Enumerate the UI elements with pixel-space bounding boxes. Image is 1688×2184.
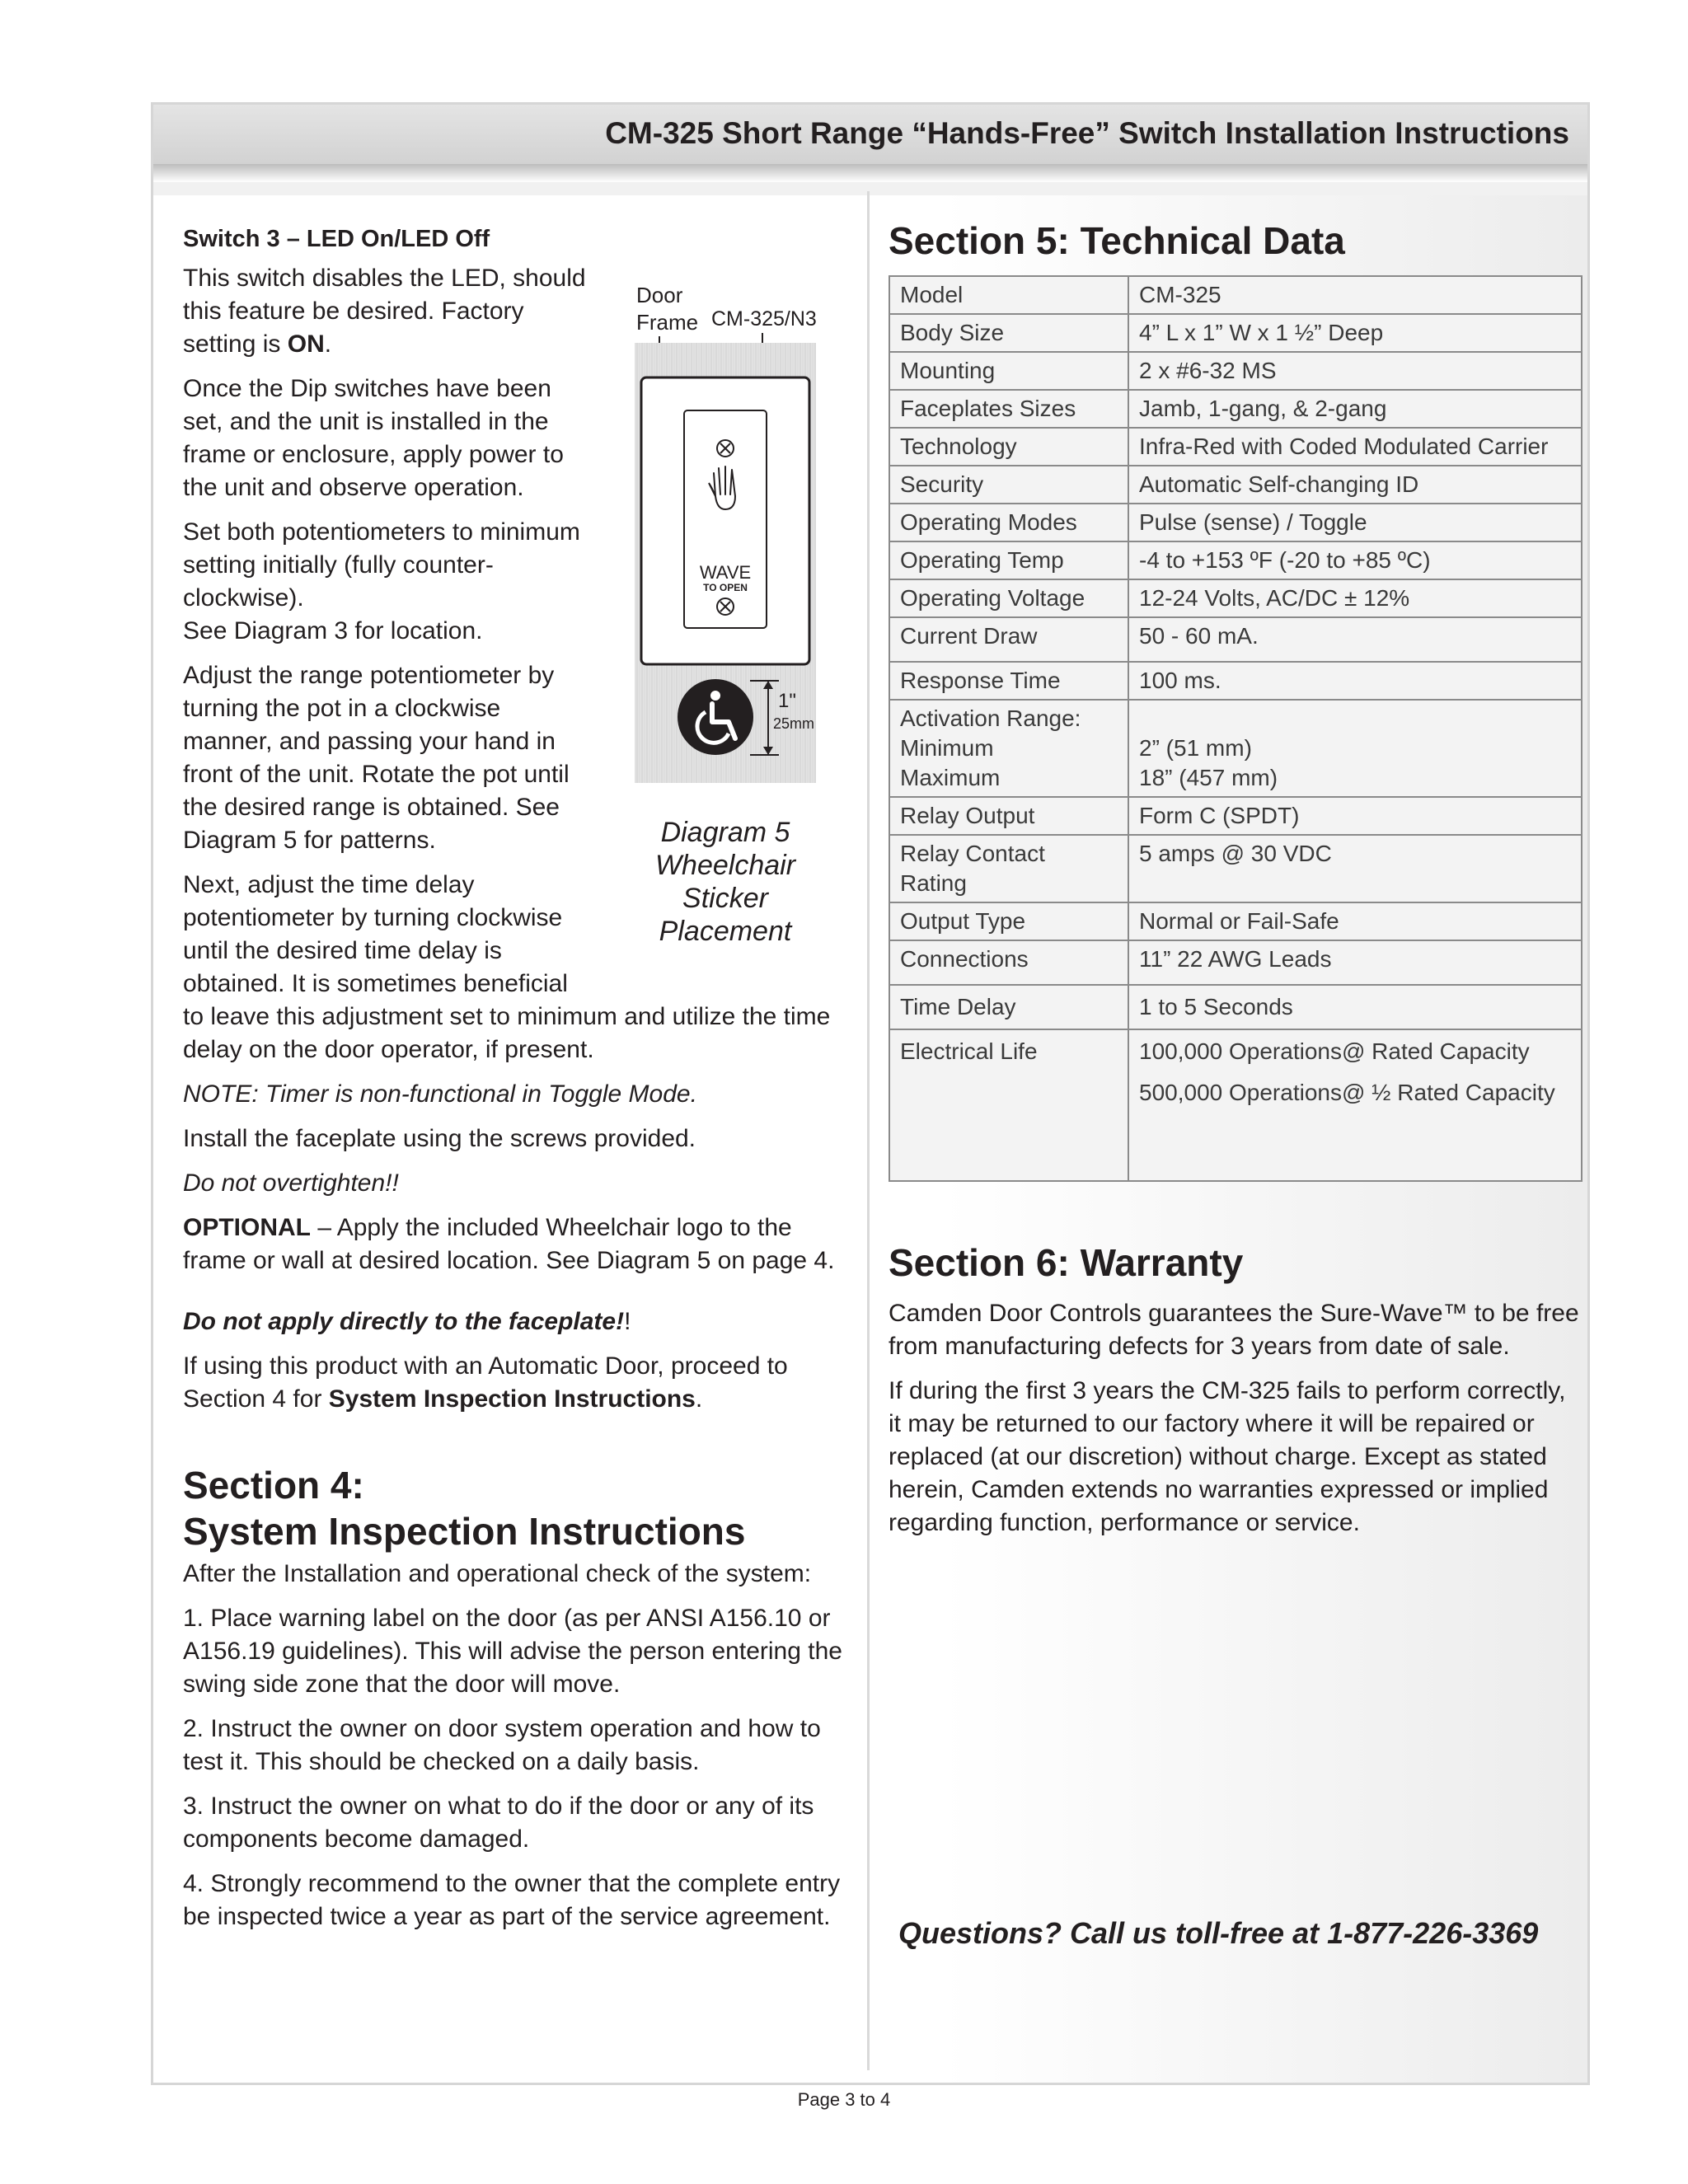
automatic-door-paragraph	[183, 1350, 859, 1416]
table-key: Operating Voltage	[889, 579, 1128, 617]
section4-item: 3. Instruct the owner on what to do if the door or any of its components become damaged.	[183, 1793, 814, 1853]
table-value: 11” 22 AWG Leads	[1128, 940, 1582, 985]
diagram-caption	[626, 816, 824, 948]
table-key: Connections	[889, 940, 1128, 985]
door-label-1: Door	[636, 283, 683, 307]
system-inspection-ref: System Inspection Instructions	[328, 1385, 696, 1413]
section4-intro: After the Installation and operational check of the system:	[183, 1560, 812, 1587]
table-key: Mounting	[889, 352, 1128, 390]
warranty-paragraph-1: Camden Door Controls guarantees the Sure-Wave™ to be free from manufacturing defects for 3 years from date of sale.	[889, 1300, 1579, 1360]
sensor-window	[684, 410, 767, 628]
table-key: Electrical Life	[889, 1029, 1128, 1181]
header-shadow	[153, 164, 1587, 182]
table-key: Operating Temp	[889, 541, 1128, 579]
dip-paragraph: Once the Dip switches have been set, and the unit is installed in the frame or enclosure, apply power to the unit and observe operation.	[183, 375, 564, 501]
table-row	[889, 985, 1582, 1029]
section4-item: 1. Place warning label on the door (as per ANSI A156.10 or A156.19 guidelines). This will advise the person entering the swing side zone that the door will move.	[183, 1605, 842, 1698]
table-row	[889, 835, 1582, 902]
table-value	[1128, 700, 1582, 797]
table-value: Form C (SPDT)	[1128, 797, 1582, 835]
section6-title: Section 6: Warranty	[889, 1241, 1244, 1284]
automatic-door-text: If using this product with an Automatic Door, proceed to Section 4 for	[183, 1352, 788, 1413]
diagram3-ref: See Diagram 3 for location.	[183, 617, 483, 644]
optional-text: – Apply the included Wheelchair logo to the frame or wall at desired location. See Diagram 5 on page 4.	[183, 1214, 835, 1274]
table-row-activation	[889, 700, 1582, 797]
no-apply-warning	[183, 1305, 859, 1338]
table-value: Jamb, 1-gang, & 2-gang	[1128, 390, 1582, 428]
table-key: Security	[889, 466, 1128, 504]
table-key: Response Time	[889, 662, 1128, 700]
activation-max-value: 18” (457 mm)	[1139, 765, 1278, 790]
table-key: Body Size	[889, 314, 1128, 352]
table-value: Infra-Red with Coded Modulated Carrier	[1128, 428, 1582, 466]
dimension-inch: 1"	[778, 690, 796, 712]
table-row	[889, 940, 1582, 985]
install-faceplate: Install the faceplate using the screws provided.	[183, 1125, 696, 1152]
table-value: 2 x #6-32 MS	[1128, 352, 1582, 390]
header-bar	[153, 105, 1587, 164]
switch3-heading: Switch 3 – LED On/LED Off	[183, 226, 490, 252]
table-row	[889, 579, 1582, 617]
table-value: Normal or Fail-Safe	[1128, 902, 1582, 940]
table-key: Technology	[889, 428, 1128, 466]
table-value: CM-325	[1128, 276, 1582, 314]
table-key	[889, 700, 1128, 797]
table-value: 100 ms.	[1128, 662, 1582, 700]
no-apply-end: !	[624, 1308, 631, 1335]
wheelchair-placement-illustration	[626, 280, 824, 791]
optional-label: OPTIONAL	[183, 1214, 311, 1241]
table-value: 50 - 60 mA.	[1128, 617, 1582, 662]
section4-title-line1: Section 4:	[183, 1464, 364, 1507]
table-row	[889, 352, 1582, 390]
table-value: Automatic Self-changing ID	[1128, 466, 1582, 504]
table-value: 12-24 Volts, AC/DC ± 12%	[1128, 579, 1582, 617]
section4-title	[183, 1462, 859, 1554]
caption-line: Wheelchair	[654, 850, 796, 881]
table-key: Operating Modes	[889, 504, 1128, 541]
warranty-paragraph-2: If during the first 3 years the CM-325 fails to perform correctly, it may be returned to our factory where it will be repaired or replaced (at our discretion) without charge. Except as stated herein, Camden extends no warranties expressed or implied regarding function, performance or service.	[889, 1377, 1566, 1536]
door-label-2: Frame	[636, 310, 699, 335]
table-value: 1 to 5 Seconds	[1128, 985, 1582, 1029]
factory-setting: ON	[287, 330, 325, 358]
activation-label: Activation Range:	[900, 705, 1081, 731]
wheelchair-icon	[678, 679, 753, 755]
page-number: Page 3 to 4	[797, 2089, 891, 2110]
section4-item: 2. Instruct the owner on door system operation and how to test it. This should be checked on a daily basis.	[183, 1715, 821, 1775]
activation-min-value: 2” (51 mm)	[1139, 735, 1252, 761]
document-title: CM-325 Short Range “Hands-Free” Switch Installation Instructions	[605, 116, 1569, 150]
automatic-door-end: .	[695, 1385, 703, 1413]
table-key: Faceplates Sizes	[889, 390, 1128, 428]
electrical-life-1: 100,000 Operations@ Rated Capacity	[1139, 1038, 1530, 1064]
table-row	[889, 390, 1582, 428]
column-divider	[867, 191, 870, 2070]
table-value: -4 to +153 ºF (-20 to +85 ºC)	[1128, 541, 1582, 579]
table-row	[889, 541, 1582, 579]
table-row	[889, 428, 1582, 466]
time-delay-paragraph-cont: to leave this adjustment set to minimum and utilize the time delay on the door operator, if present.	[183, 1003, 831, 1063]
overtighten-warning: Do not overtighten!!	[183, 1169, 399, 1197]
dimension-mm: 25mm	[773, 715, 815, 732]
electrical-life-2: 500,000 Operations@ ½ Rated Capacity	[1139, 1080, 1555, 1105]
table-row	[889, 902, 1582, 940]
table-value: 4” L x 1” W x 1 ½” Deep	[1128, 314, 1582, 352]
potentiometer-paragraph: Set both potentiometers to minimum setting initially (fully counter-clockwise).	[183, 518, 580, 612]
activation-min-label: Minimum	[900, 735, 994, 761]
range-paragraph: Adjust the range potentiometer by turning the pot in a clockwise manner, and passing your hand in front of the unit. Rotate the pot until the desired range is obtained. See Diagram 5 for patterns.	[183, 662, 570, 854]
switch3-paragraph	[183, 262, 587, 361]
wave-text: WAVE	[699, 562, 752, 583]
technical-data-table	[889, 275, 1582, 1182]
table-key: Time Delay	[889, 985, 1128, 1029]
table-row-electrical	[889, 1029, 1582, 1181]
table-value	[1128, 1029, 1582, 1181]
table-key: Output Type	[889, 902, 1128, 940]
caption-line: Diagram 5	[660, 817, 790, 848]
table-row	[889, 314, 1582, 352]
section4-title-line2: System Inspection Instructions	[183, 1510, 746, 1553]
table-value: 5 amps @ 30 VDC	[1128, 835, 1582, 902]
diagram-5	[626, 280, 824, 956]
time-delay-paragraph: Next, adjust the time delay potentiometer by turning clockwise until the desired time delay is obtained. It is sometimes beneficial	[183, 871, 568, 997]
caption-line: Placement	[659, 916, 792, 947]
table-key: Relay Output	[889, 797, 1128, 835]
table-row	[889, 276, 1582, 314]
table-row	[889, 466, 1582, 504]
section5-title: Section 5: Technical Data	[889, 219, 1345, 262]
caption-line: Sticker	[682, 883, 768, 914]
section4-item: 4. Strongly recommend to the owner that the complete entry be inspected twice a year as part of the service agreement.	[183, 1870, 841, 1930]
optional-paragraph	[183, 1212, 859, 1277]
model-label: CM-325/N3	[711, 307, 817, 330]
table-key: Relay Contact Rating	[889, 835, 1128, 902]
table-row	[889, 662, 1582, 700]
activation-max-label: Maximum	[900, 765, 1001, 790]
to-open-text: TO OPEN	[703, 582, 748, 593]
table-row	[889, 797, 1582, 835]
switch3-text: This switch disables the LED, should this feature be desired. Factory setting is	[183, 265, 586, 358]
toll-free-question: Questions? Call us toll-free at 1-877-226-3369	[898, 1916, 1539, 1950]
table-row	[889, 617, 1582, 662]
table-key: Model	[889, 276, 1128, 314]
table-row	[889, 504, 1582, 541]
right-column	[889, 219, 1581, 1551]
no-apply-text: Do not apply directly to the faceplate!	[183, 1308, 625, 1335]
table-value: Pulse (sense) / Toggle	[1128, 504, 1582, 541]
table-key: Current Draw	[889, 617, 1128, 662]
toggle-note: NOTE: Timer is non-functional in Toggle Mode.	[183, 1080, 697, 1108]
switch3-end: .	[324, 330, 332, 358]
